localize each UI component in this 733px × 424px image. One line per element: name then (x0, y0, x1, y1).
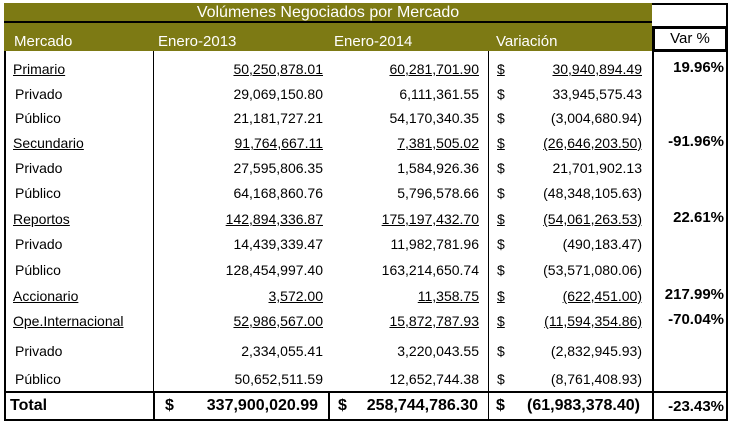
row-variacion: 21,701,902.13 (552, 160, 642, 176)
total-variacion: (61,983,378.40) (527, 397, 640, 414)
row-variacion: 30,940,894.49 (552, 61, 642, 77)
header-var-pct-box (652, 26, 728, 52)
row-label: Público (15, 110, 61, 126)
row-var-pct: 22.61% (673, 209, 724, 226)
row-currency: $ (497, 61, 505, 77)
row-enero-2013: 64,168,860.76 (233, 185, 323, 201)
row-variacion: (8,761,408.93) (550, 371, 642, 387)
row-enero-2013: 142,894,336.87 (225, 211, 323, 227)
row-variacion: (11,594,354.86) (544, 313, 642, 329)
row-enero-2013: 50,250,878.01 (233, 61, 323, 77)
row-currency: $ (497, 211, 505, 227)
col-divider (153, 51, 154, 391)
table-title: Volúmenes Negociados por Mercado (4, 3, 652, 23)
row-label: Accionario (13, 288, 79, 304)
row-enero-2013: 128,454,997.40 (225, 262, 323, 278)
row-variacion: (53,571,080.06) (543, 262, 642, 278)
total-enero-2013: 337,900,020.99 (206, 397, 318, 414)
header-row (4, 23, 652, 51)
row-var-pct: -91.96% (668, 133, 724, 150)
row-enero-2014: 11,982,781.96 (390, 236, 479, 252)
row-enero-2013: 27,595,806.35 (233, 160, 323, 176)
row-enero-2014: 6,111,361.55 (399, 86, 479, 102)
row-label: Primario (13, 61, 66, 77)
row-currency: $ (497, 288, 505, 304)
row-currency: $ (497, 371, 505, 387)
row-variacion: (48,348,105.63) (543, 185, 642, 201)
row-variacion: (54,061,263.53) (543, 211, 642, 227)
row-enero-2014: 175,197,432.70 (381, 211, 479, 227)
row-var-pct: 217.99% (664, 286, 724, 303)
row-variacion: (26,646,203.50) (543, 135, 642, 151)
row-label: Reportos (13, 211, 70, 227)
row-enero-2014: 11,358.75 (417, 288, 479, 304)
row-currency: $ (497, 185, 505, 201)
row-currency: $ (497, 343, 505, 359)
col-divider (153, 391, 155, 421)
header-mercado: Mercado (14, 33, 73, 50)
row-enero-2014: 60,281,701.90 (389, 61, 479, 77)
header-enero-2014: Enero-2014 (334, 33, 413, 50)
row-currency: $ (497, 135, 505, 151)
row-currency: $ (497, 110, 505, 126)
row-enero-2013: 52,986,567.00 (233, 313, 323, 329)
row-label: Privado (15, 86, 63, 102)
row-currency: $ (497, 313, 505, 329)
row-currency: $ (497, 236, 505, 252)
total-var-pct: -23.43% (668, 398, 724, 415)
row-currency: $ (497, 86, 505, 102)
row-variacion: (2,832,945.93) (550, 343, 642, 359)
row-enero-2014: 54,170,340.35 (389, 110, 479, 126)
row-label: Privado (15, 343, 63, 359)
row-enero-2013: 50,652,511.59 (234, 371, 323, 387)
header-enero-2013: Enero-2013 (158, 33, 237, 50)
row-variacion: (490,183.47) (562, 236, 642, 252)
header-variacion: Variación (496, 33, 558, 50)
header-var-pct: Var % (670, 30, 710, 47)
row-enero-2014: 15,872,787.93 (389, 313, 479, 329)
row-label: Privado (15, 236, 63, 252)
row-enero-2013: 14,439,339.47 (233, 236, 323, 252)
total-enero-2014: 258,744,786.30 (366, 397, 478, 414)
row-variacion: 33,945,575.43 (552, 86, 642, 102)
row-var-pct: 19.96% (673, 59, 724, 76)
row-enero-2014: 12,652,744.38 (389, 371, 479, 387)
row-enero-2014: 1,584,926.36 (397, 160, 479, 176)
row-enero-2013: 3,572.00 (268, 288, 323, 304)
total-currency-var: $ (496, 397, 505, 414)
total-currency-2013: $ (165, 397, 174, 414)
col-divider (652, 51, 654, 421)
total-label: Total (10, 397, 48, 414)
row-var-pct: -70.04% (668, 311, 724, 328)
row-enero-2013: 2,334,055.41 (241, 343, 323, 359)
row-enero-2013: 91,764,667.11 (234, 135, 323, 151)
col-divider (328, 391, 330, 421)
col-divider (488, 51, 489, 421)
row-label: Público (15, 185, 61, 201)
row-enero-2014: 3,220,043.55 (397, 343, 479, 359)
row-label: Público (15, 262, 61, 278)
row-currency: $ (497, 262, 505, 278)
total-currency-2014: $ (338, 397, 347, 414)
row-label: Secundario (13, 135, 84, 151)
row-variacion: (3,004,680.94) (550, 110, 642, 126)
row-currency: $ (497, 160, 505, 176)
row-label: Ope.Internacional (13, 313, 124, 329)
row-label: Público (15, 371, 61, 387)
row-enero-2013: 21,181,727.21 (233, 110, 323, 126)
row-enero-2013: 29,069,150.80 (233, 86, 323, 102)
row-enero-2014: 163,214,650.74 (381, 262, 479, 278)
total-divider (4, 391, 728, 393)
row-variacion: (622,451.00) (562, 288, 642, 304)
row-enero-2014: 7,381,505.02 (397, 135, 479, 151)
row-label: Privado (15, 160, 63, 176)
row-enero-2014: 5,796,578.66 (397, 185, 479, 201)
